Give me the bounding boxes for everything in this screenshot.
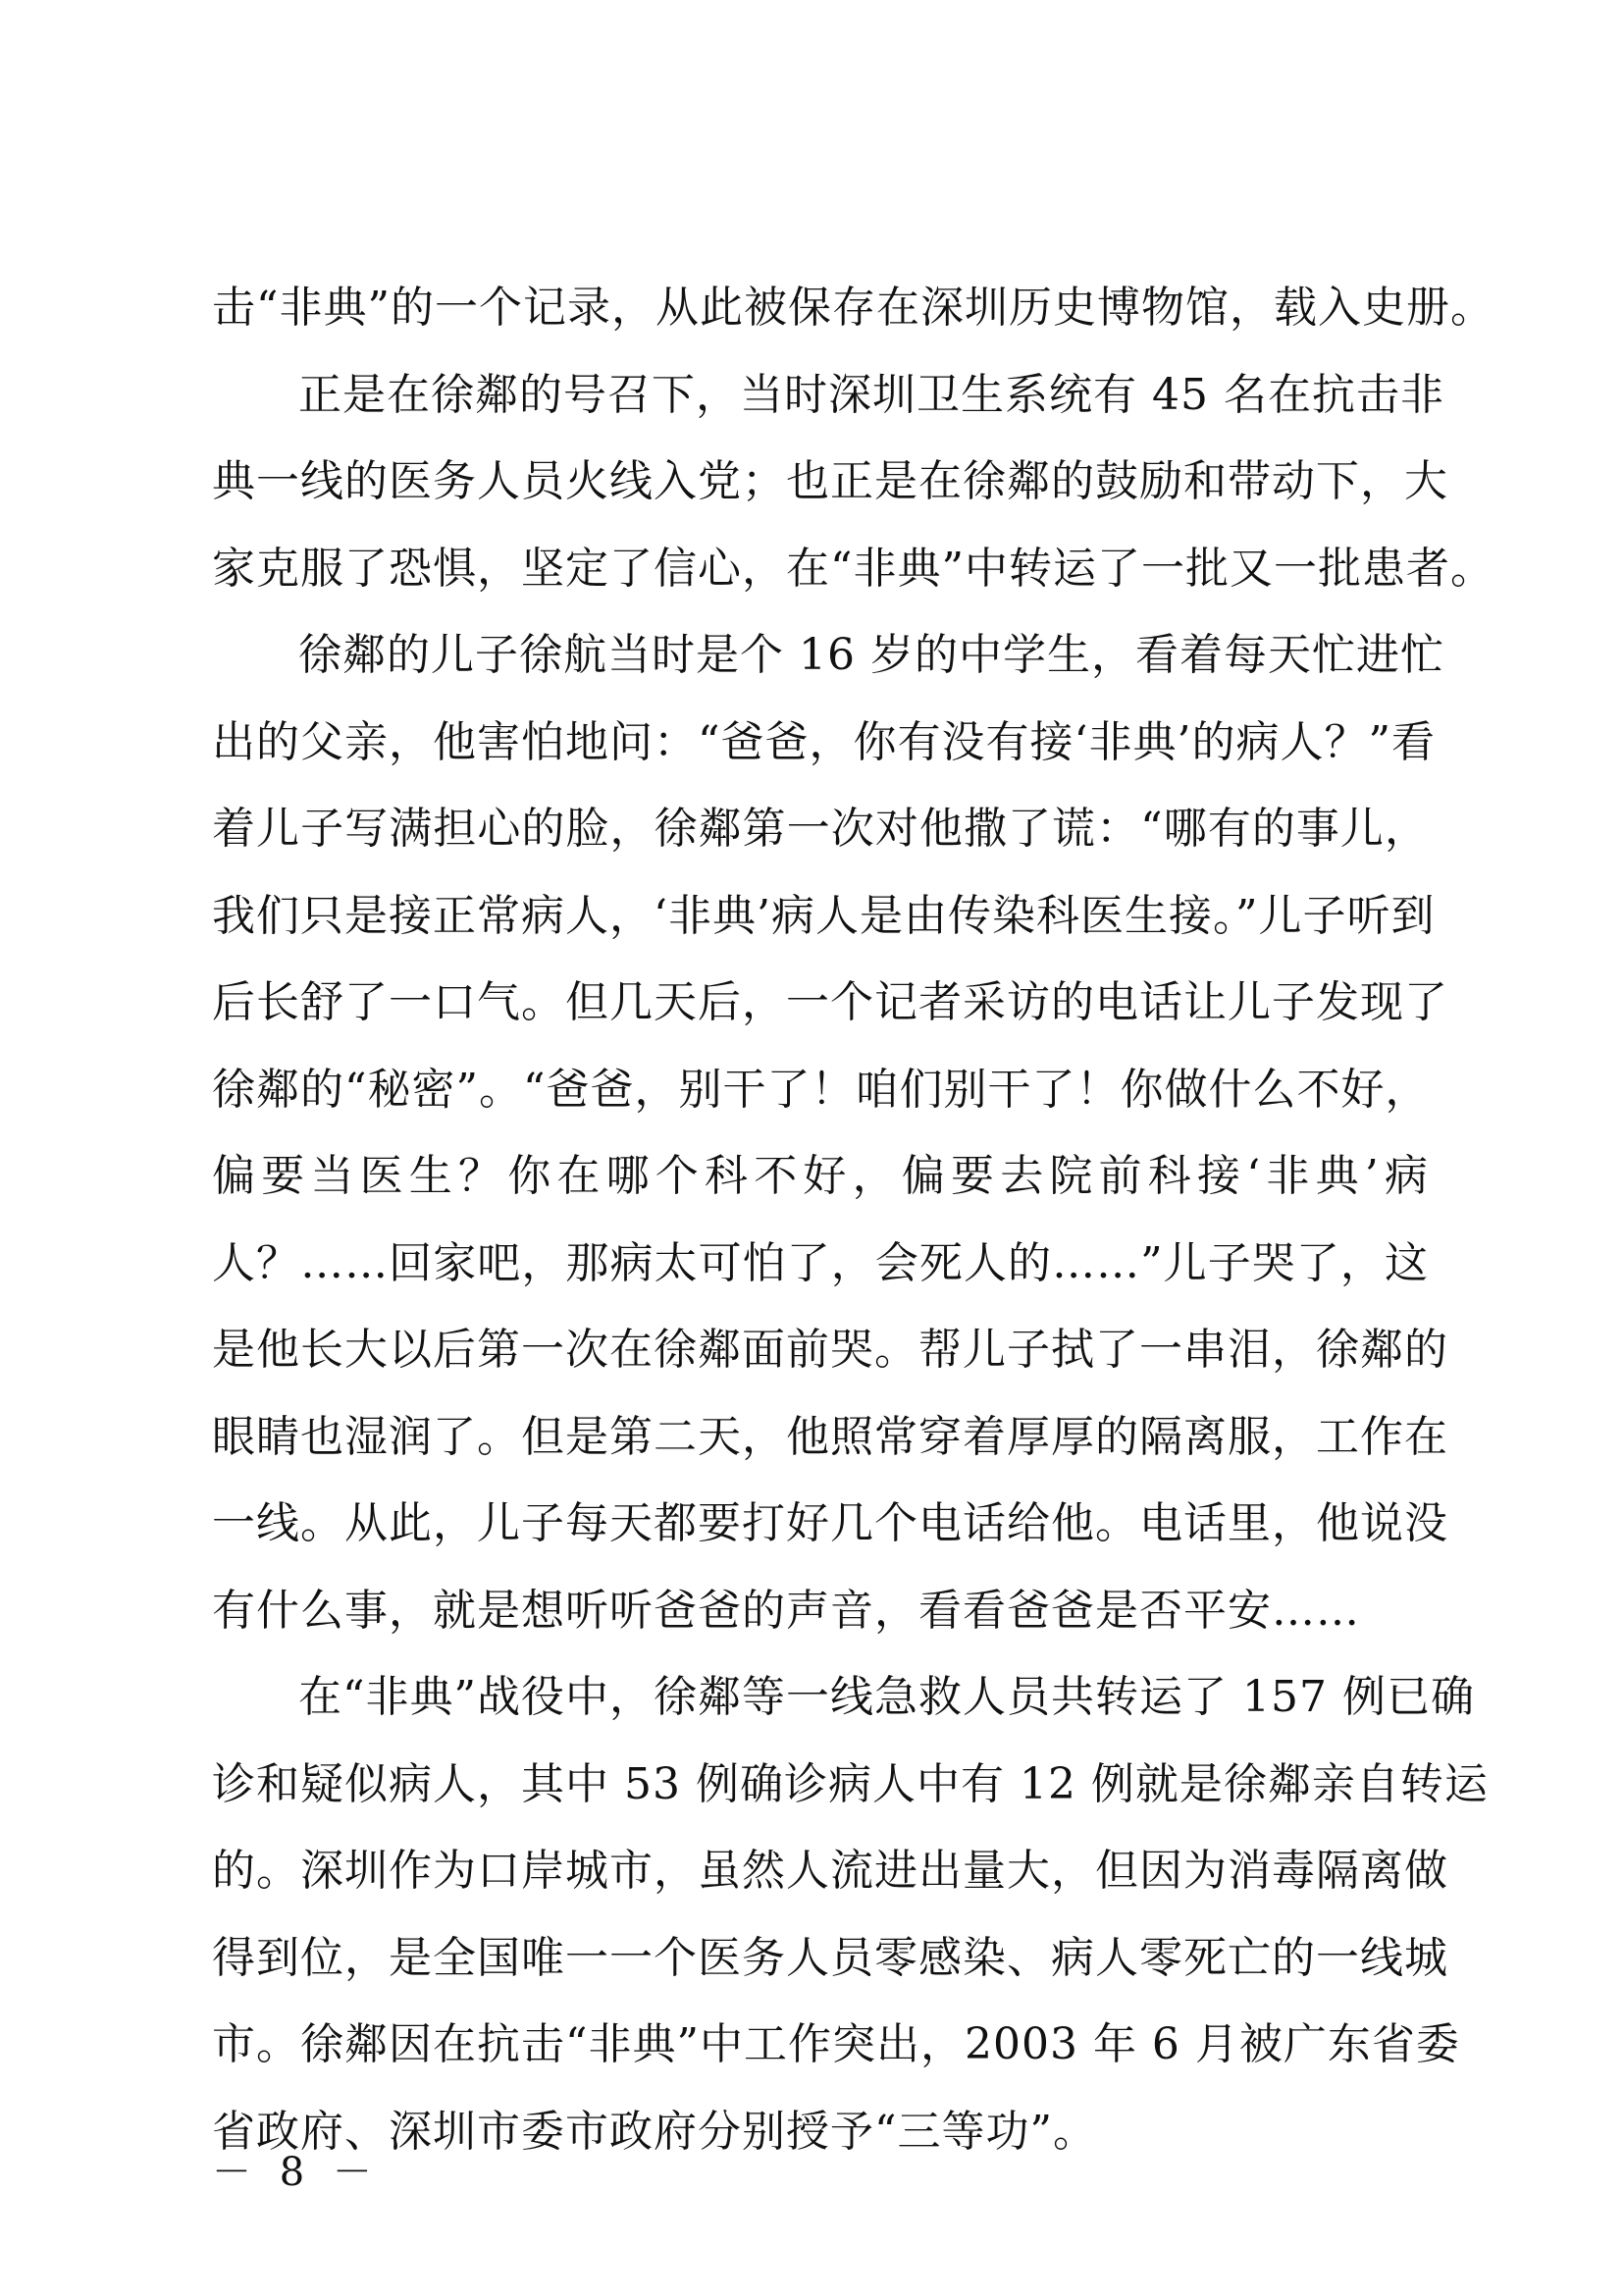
text-line: 徐鄰的儿子徐航当时是个 16 岁的中学生，看着每天忙进忙 [298,630,1444,680]
text-line: 省政府、深圳市委市政府分别授予“三等功”。 [212,2106,1097,2157]
text-line: 在“非典”战役中，徐鄰等一线急救人员共转运了 157 例已确 [298,1672,1475,1722]
text-line: 击“非典”的一个记录，从此被保存在深圳历史博物馆，载入史册。 [212,283,1494,333]
text-line: 偏要当医生？你在哪个科不好，偏要去院前科接‘非典’病 [212,1151,1429,1201]
text-line: 一线。从此，儿子每天都要打好几个电话给他。电话里，他说没 [212,1498,1448,1548]
text-line: 典一线的医务人员火线入党；也正是在徐鄰的鼓励和带动下，大 [212,456,1448,506]
text-line: 家克服了恐惧，坚定了信心，在“非典”中转运了一批又一批患者。 [212,543,1494,594]
text-line: 的。深圳作为口岸城市，虽然人流进出量大，但因为消毒隔离做 [212,1846,1448,1896]
text-line: 市。徐鄰因在抗击“非典”中工作突出，2003 年 6 月被广东省委 [212,2019,1460,2069]
paragraph-2 [212,352,1494,613]
text-line: 着儿子写满担心的脸，徐鄰第一次对他撒了谎：“哪有的事儿， [212,804,1429,854]
text-line: 出的父亲，他害怕地问：“爸爸，你有没有接‘非典’的病人？”看 [212,716,1436,767]
text-line: 得到位，是全国唯一一个医务人员零感染、病人零死亡的一线城 [212,1932,1448,1983]
text-line: 有什么事，就是想听听爸爸的声音，看看爸爸是否平安…… [212,1585,1360,1636]
text-line: 徐鄰的“秘密”。“爸爸，别干了！咱们别干了！你做什么不好， [212,1064,1430,1115]
page-number: － 8 － [212,2150,380,2195]
text-line: 后长舒了一口气。但几天后，一个记者采访的电话让儿子发现了 [212,977,1448,1027]
text-line: 正是在徐鄰的号召下，当时深圳卫生系统有 45 名在抗击非 [298,369,1444,420]
paragraph-1 [212,265,1494,352]
text-line: 是他长大以后第一次在徐鄰面前哭。帮儿子拭了一串泪，徐鄰的 [212,1325,1448,1375]
text-line: 诊和疑似病人，其中 53 例确诊病人中有 12 例就是徐鄰亲自转运 [212,1758,1489,1809]
body-text [212,265,1494,2175]
text-line: 人？……回家吧，那病太可怕了，会死人的……”儿子哭了，这 [212,1237,1429,1288]
paragraph-3 [212,612,1448,1654]
text-line: 我们只是接正常病人，‘非典’病人是由传染科医生接。”儿子听到 [212,890,1436,941]
text-line: 眼睛也湿润了。但是第二天，他照常穿着厚厚的隔离服，工作在 [212,1411,1448,1462]
paragraph-4 [212,1654,1489,2175]
